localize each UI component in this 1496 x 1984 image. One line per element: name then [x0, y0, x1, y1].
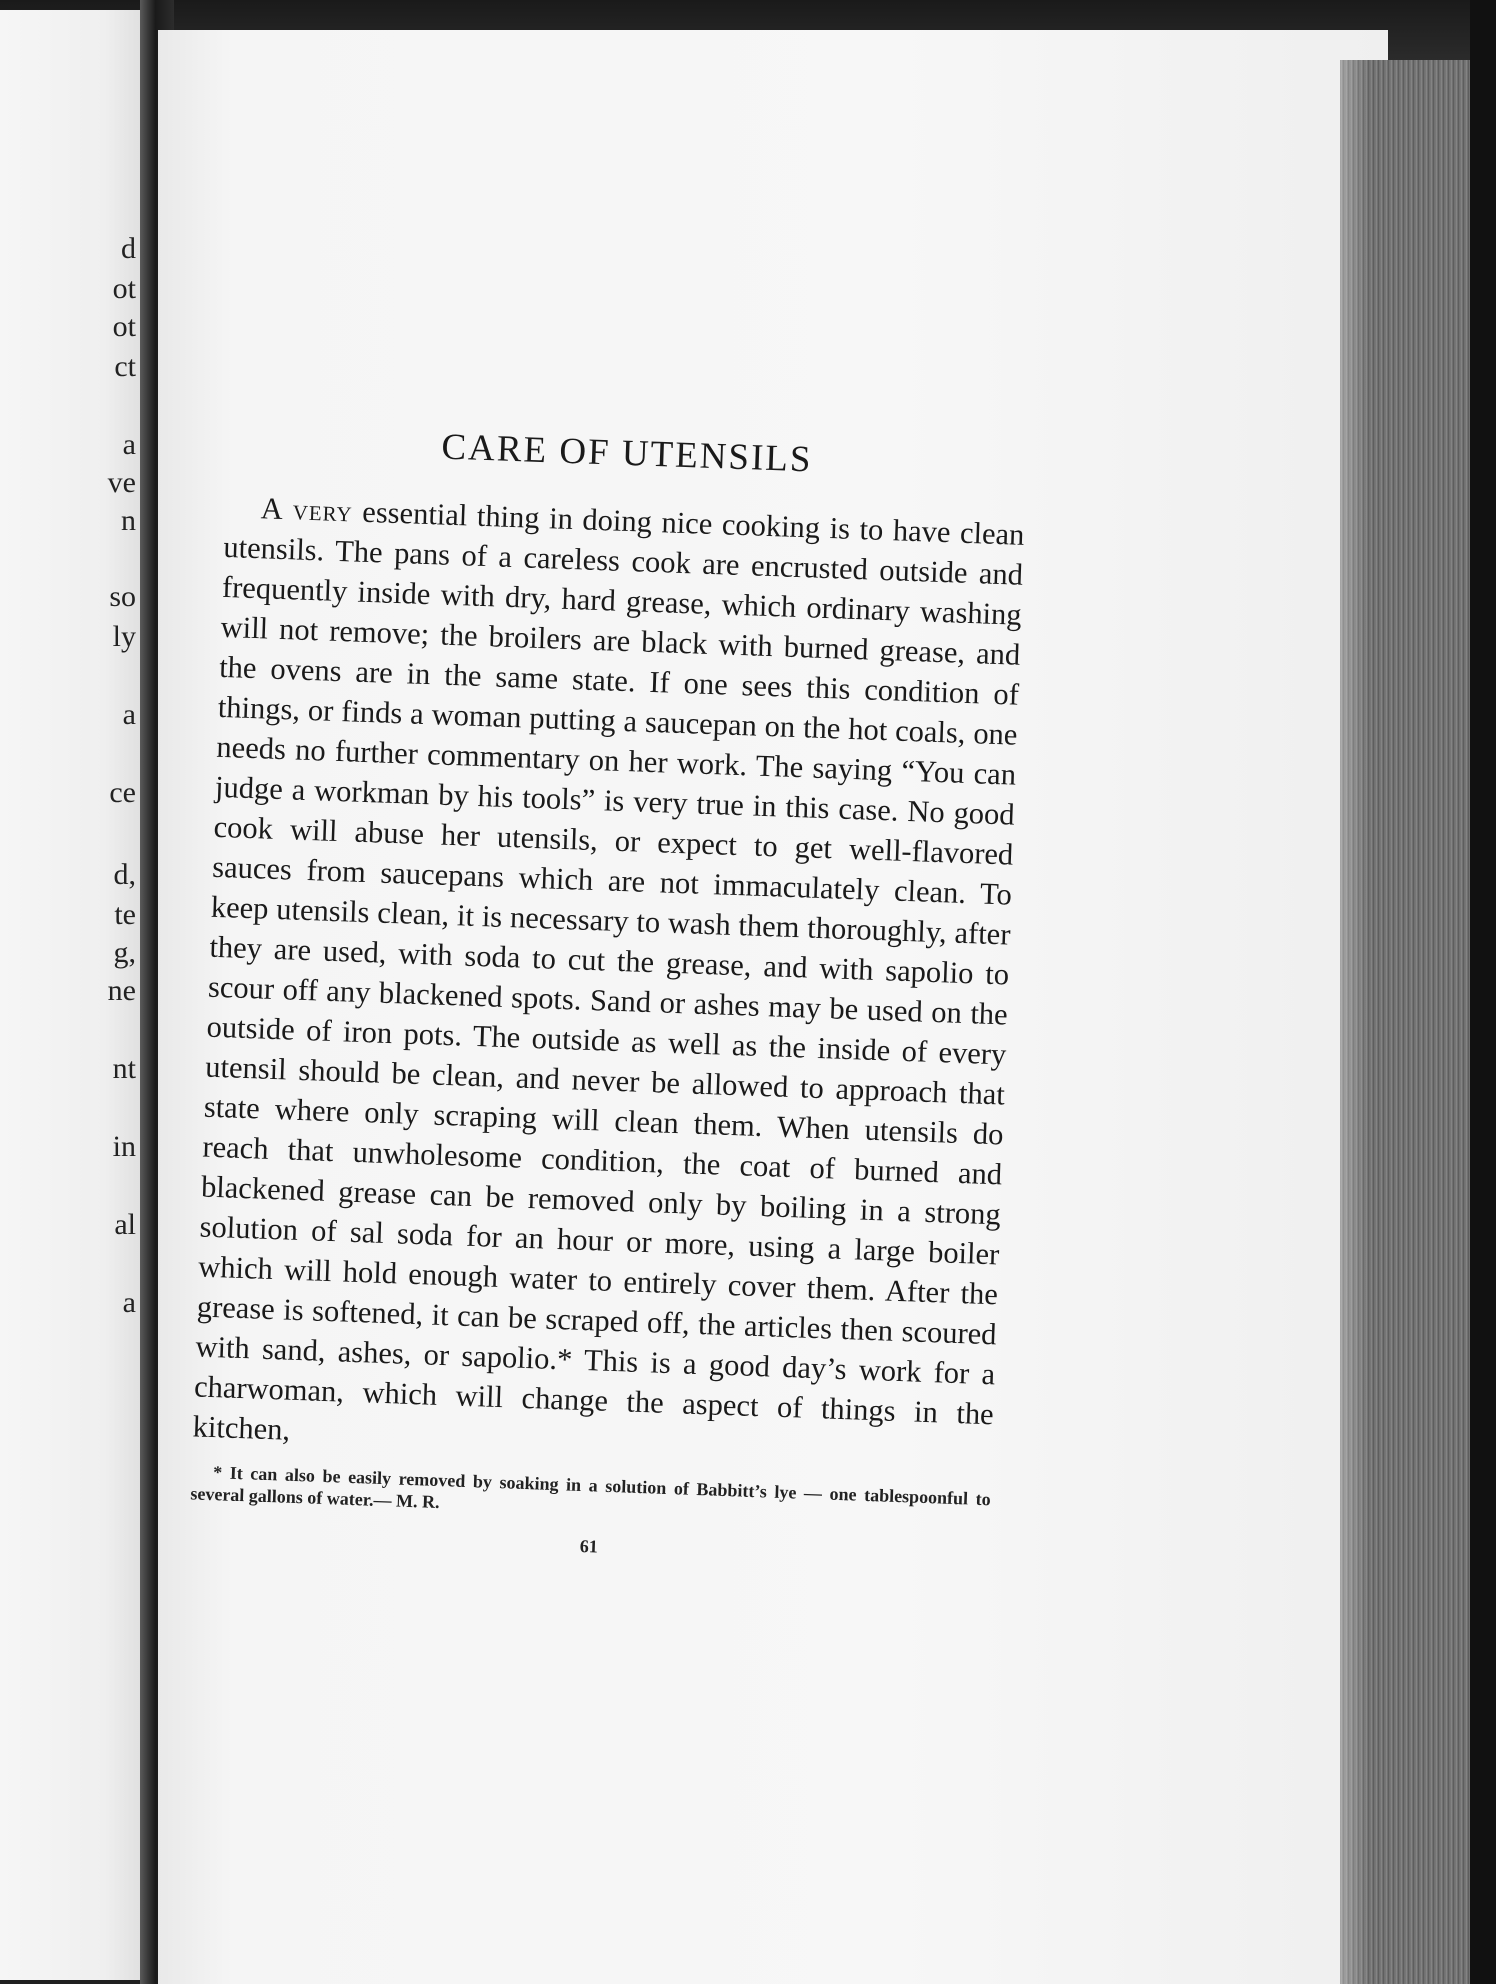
page-text-block: [189, 418, 1028, 1571]
left-page-fragment: n: [121, 504, 136, 537]
left-page-fragment: in: [112, 1130, 136, 1163]
left-page-fragment: ce: [109, 776, 136, 809]
footnote: * It can also be easily removed by soaking in a solution of Babbitt’s lye — one tablespoonful to several gallons of water.— M. R.: [190, 1462, 992, 1513]
left-page-fragment: so: [109, 580, 136, 613]
left-page-fragment: a: [122, 1286, 136, 1319]
left-page-fragment: ct: [114, 350, 136, 383]
body-paragraph: [192, 487, 1025, 1474]
opening-small-caps: A very: [260, 491, 354, 529]
body-text: essential thing in doing nice cooking is to have clean utensils. The pans of a careless cook are encrusted outside and frequently inside with dry, hard grease, which ordinary washing will not remove; the broilers are black with burned grease, and the ovens are in the same state. If one sees this condition of things, or finds a woman putting a saucepan on the hot coals, one needs no further commentary on her work. The saying “You can judge a workman by his tools” is very true in this case. No good cook will abuse her utensils, or expect to get well-flavored sauces from saucepans which are not immaculately clean. To keep utensils clean, it is necessary to wash them thoroughly, after they are used, with soda to cut the grease, and with sapolio to scour off any blackened spots. Sand or ashes may be used on the outside of iron pots. The outside as well as the inside of every utensil should be clean, and never be allowed to approach that state where only scraping will clean them. When utensils do reach that unwholesome condition, the coat of burned and blackened grease can be removed only by boiling in a strong solution of sal soda for an hour or more, using a large boiler which will hold enough water to entirely cover them. After the grease is softened, it can be scraped off, the articles then scoured with sand, ashes, or sapolio.* This is a good day’s work for a charwoman, which will change the aspect of things in the kitchen,: [192, 494, 1025, 1447]
scan-background-right: [1470, 0, 1496, 1984]
page-title: CARE OF UTENSILS: [440, 426, 814, 481]
left-page-fragment: ly: [112, 620, 136, 653]
left-facing-page: [0, 10, 150, 1980]
page-number: 61: [579, 1535, 599, 1557]
left-page-fragment: te: [114, 898, 136, 931]
left-page-fragment: nt: [112, 1052, 136, 1085]
left-page-fragment: ve: [107, 466, 136, 499]
left-page-fragment: ot: [112, 310, 136, 343]
left-page-fragment: ot: [112, 272, 136, 305]
page-edge-highlight: [1340, 60, 1370, 1984]
left-page-fragment: d: [121, 232, 136, 265]
left-page-fragment: g,: [113, 936, 136, 969]
left-page-fragment: a: [122, 698, 136, 731]
left-page-fragment: ne: [107, 974, 136, 1007]
left-page-fragment: al: [114, 1208, 136, 1241]
left-page-fragment: d,: [113, 858, 136, 891]
left-page-fragment: a: [122, 428, 136, 461]
